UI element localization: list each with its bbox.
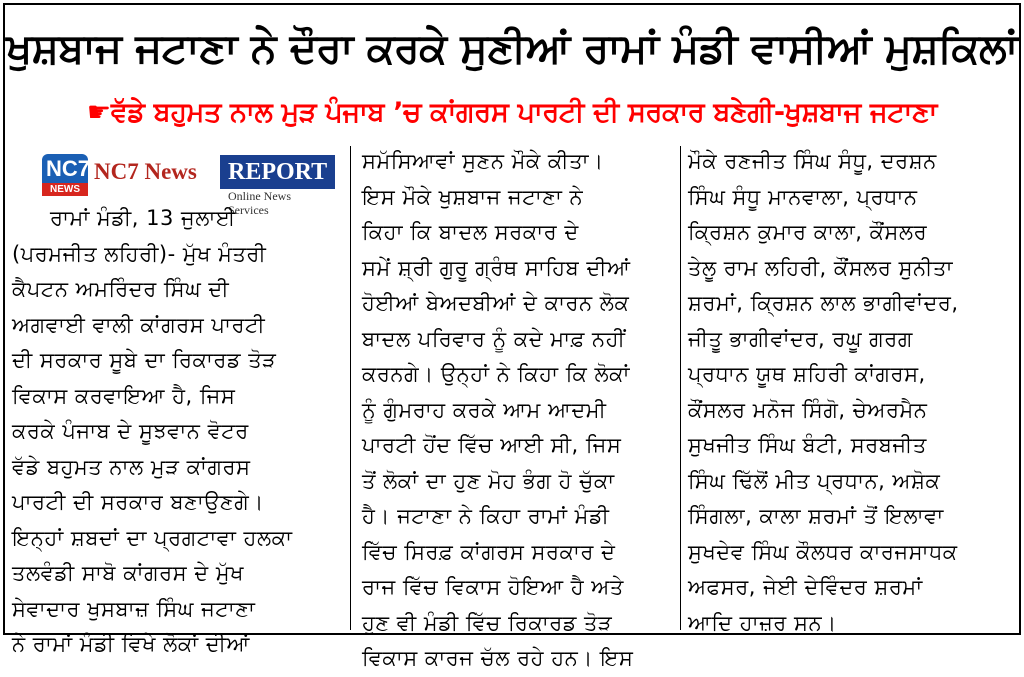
article-line: ਕੌਂਸਲਰ ਮਨੋਜ ਸਿੰਗੋ, ਚੇਅਰਮੈਨ — [688, 397, 928, 422]
article-line: ਇਨ੍ਹਾਂ ਸ਼ਬਦਾਂ ਦਾ ਪ੍ਰਗਟਾਵਾ ਹਲਕਾ — [12, 525, 293, 550]
article-line: ਕੈਪਟਨ ਅਮਰਿੰਦਰ ਸਿੰਘ ਦੀ — [12, 277, 230, 301]
article-line: ਸਮੇਂ ਸ਼੍ਰੀ ਗੁਰੂ ਗ੍ਰੰਥ ਸਾਹਿਬ ਦੀਆਂ — [362, 255, 631, 280]
nc7-news-logo — [42, 154, 334, 217]
article-line: ਹੁਣ ਵੀ ਮੰਡੀ ਵਿੱਚ ਰਿਕਾਰਡ ਤੋੜ — [362, 610, 613, 635]
logo-badge-sub: NEWS — [42, 183, 88, 196]
article-line: ਅਫਸਰ, ਜੇਈ ਦੇਵਿੰਦਰ ਸ਼ਰਮਾਂ — [688, 575, 923, 599]
article-line: ਵਿਕਾਸ ਕਰਵਾਇਆ ਹੈ, ਜਿਸ — [12, 383, 236, 408]
article-line: ਸੁਖਜੀਤ ਸਿੰਘ ਬੰਟੀ, ਸਰਬਜੀਤ — [688, 433, 927, 457]
article-line: ਸੁਖਦੇਵ ਸਿੰਘ ਕੌਲਧਰ ਕਾਰਜਸਾਧਕ — [688, 539, 958, 564]
column-divider — [680, 146, 681, 630]
article-line: ਸਿੰਘ ਸੰਧੂ ਮਾਨਵਾਲਾ, ਪ੍ਰਧਾਨ — [688, 184, 918, 209]
article-line: ਸਿੰਘ ਢਿੱਲੋਂ ਮੀਤ ਪ੍ਰਧਾਨ, ਅਸ਼ੋਕ — [688, 468, 941, 493]
article-line: (ਪਰਮਜੀਤ ਲਹਿਰੀ)- ਮੁੱਖ ਮੰਤਰੀ — [12, 241, 267, 266]
article-line: ਸ਼ਰਮਾਂ, ਕ੍ਰਿਸ਼ਨ ਲਾਲ ਭਾਗੀਵਾਂਦਰ, — [688, 291, 959, 315]
article-line: ਸਿੰਗਲਾ, ਕਾਲਾ ਸ਼ਰਮਾਂ ਤੋਂ ਇਲਾਵਾ — [688, 504, 944, 528]
article-line: ਅਗਵਾਈ ਵਾਲੀ ਕਾਂਗਰਸ ਪਾਰਟੀ — [12, 312, 266, 337]
logo-tagline: Online News Services — [228, 189, 291, 217]
article-line: ਵਿਕਾਸ ਕਾਰਜ ਚੱਲ ਰਹੇ ਹਨ। ਇਸ — [362, 646, 634, 670]
column-divider — [350, 146, 351, 630]
article-line: ਬਾਦਲ ਪਰਿਵਾਰ ਨੂੰ ਕਦੇ ਮਾਫ਼ ਨਹੀਂ — [362, 326, 626, 351]
article-line: ਪਾਰਟੀ ਦੀ ਸਰਕਾਰ ਬਣਾਉਣਗੇ। — [12, 490, 264, 514]
article-line: ਤੇਲੂ ਰਾਮ ਲਹਿਰੀ, ਕੌਂਸਲਰ ਸੁਨੀਤਾ — [688, 255, 953, 280]
logo-name: NC7 News — [94, 159, 197, 184]
article-line: ਕਰਨਗੇ। ਉਨ੍ਹਾਂ ਨੇ ਕਿਹਾ ਕਿ ਲੋਕਾਂ — [362, 362, 630, 386]
article-line: ਮੌਕੇ ਰਣਜੀਤ ਸਿੰਘ ਸੰਧੂ, ਦਰਸ਼ਨ — [688, 149, 937, 173]
nc7-badge-icon — [42, 154, 91, 196]
subheadline: ☛ਵੱਡੇ ਬਹੁਮਤ ਨਾਲ ਮੁੜ ਪੰਜਾਬ ’ਚ ਕਾਂਗਰਸ ਪਾਰਟੀ ਦੀ ਸਰਕਾਰ ਬਣੇਗੀ-ਖੁਸ਼ਬਾਜ ਜਟਾਣਾ — [86, 97, 938, 128]
article-line: ਸਮੱਸਿਆਵਾਂ ਸੁਣਨ ਮੌਕੇ ਕੀਤਾ। — [362, 149, 604, 173]
article-line: ਵਿੱਚ ਸਿਰਫ਼ ਕਾਂਗਰਸ ਸਰਕਾਰ ਦੇ — [362, 539, 616, 564]
article-line: ਤੋਂ ਲੋਕਾਂ ਦਾ ਹੁਣ ਮੋਹ ਭੰਗ ਹੋ ਚੁੱਕਾ — [362, 468, 615, 493]
headline: ਖੁਸ਼ਬਾਜ ਜਟਾਣਾ ਨੇ ਦੌਰਾ ਕਰਕੇ ਸੁਣੀਆਂ ਰਾਮਾਂ ਮੰਡੀ ਵਾਸੀਆਂ ਮੁਸ਼ਕਿਲਾਂ — [6, 24, 1018, 72]
article-line: ਨੂੰ ਗੁੰਮਰਾਹ ਕਰਕੇ ਆਮ ਆਦਮੀ — [362, 397, 607, 422]
article-line: ਕ੍ਰਿਸ਼ਨ ਕੁਮਾਰ ਕਾਲਾ, ਕੌਂਸਲਰ — [688, 220, 928, 244]
article-line: ਨੇ ਰਾਮਾਂ ਮੰਡੀ ਵਿਖੇ ਲੋਕਾਂ ਦੀਆਂ — [12, 632, 250, 656]
article-line: ਪਾਰਟੀ ਹੋਂਦ ਵਿੱਚ ਆਈ ਸੀ, ਜਿਸ — [362, 433, 622, 457]
article-line: ਵੱਡੇ ਬਹੁਮਤ ਨਾਲ ਮੁੜ ਕਾਂਗਰਸ — [12, 454, 251, 479]
logo-report: REPORT — [220, 155, 335, 189]
article-line: ਪ੍ਰਧਾਨ ਯੂਥ ਸ਼ਹਿਰੀ ਕਾਂਗਰਸ, — [688, 362, 926, 386]
article-line: ਹੈ। ਜਟਾਣਾ ਨੇ ਕਿਹਾ ਰਾਮਾਂ ਮੰਡੀ — [362, 504, 610, 528]
article-line: ਕਰਕੇ ਪੰਜਾਬ ਦੇ ਸੂਝਵਾਨ ਵੋਟਰ — [12, 419, 249, 443]
article-line: ਰਾਮਾਂ ਮੰਡੀ, 13 ਜੁਲਾਈ — [50, 206, 236, 230]
article-line: ਦੀ ਸਰਕਾਰ ਸੂਬੇ ਦਾ ਰਿਕਾਰਡ ਤੋੜ — [12, 348, 277, 372]
article-column-3 — [688, 144, 1018, 641]
article-column-2 — [362, 144, 674, 677]
article-line: ਆਦਿ ਹਾਜ਼ਰ ਸਨ। — [688, 610, 837, 635]
article-line: ਜੀਤੂ ਭਾਗੀਵਾਂਦਰ, ਰਘੂ ਗਰਗ — [688, 326, 913, 351]
article-line: ਇਸ ਮੌਕੇ ਖੁਸ਼ਬਾਜ ਜਟਾਣਾ ਨੇ — [362, 184, 584, 209]
article-line: ਤਲਵੰਡੀ ਸਾਬੋ ਕਾਂਗਰਸ ਦੇ ਮੁੱਖ — [12, 561, 244, 585]
article-column-1 — [12, 201, 344, 663]
article-line: ਸੇਵਾਦਾਰ ਖੁਸਬਾਜ਼ ਸਿੰਘ ਜਟਾਣਾ — [12, 596, 256, 621]
article-line: ਕਿਹਾ ਕਿ ਬਾਦਲ ਸਰਕਾਰ ਦੇ — [362, 220, 579, 244]
logo-badge-text: NC7 — [46, 156, 91, 181]
article-line: ਰਾਜ ਵਿੱਚ ਵਿਕਾਸ ਹੋਇਆ ਹੈ ਅਤੇ — [362, 575, 624, 599]
article-line: ਹੋਈਆਂ ਬੇਅਦਬੀਆਂ ਦੇ ਕਾਰਨ ਲੋਕ — [362, 291, 630, 315]
